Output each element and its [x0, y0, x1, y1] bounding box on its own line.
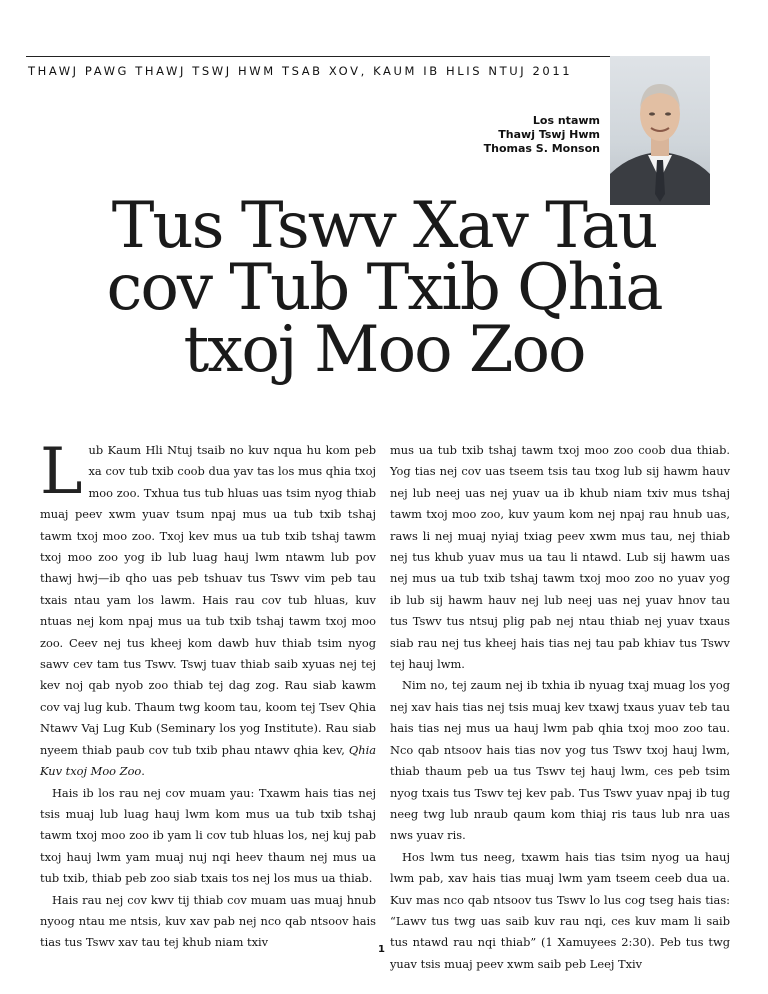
paragraph-1-end: . [141, 764, 145, 779]
paragraph-5: Nim no, tej zaum nej ib txhia ib nyuag txaj muag los yog nej xav hais tias nej tsis muaj kev txawj txaus yuav teb tau hais tias nej mus ua hauj lwm pab qhia txoj moo zoo tau. Nco qab ntsoov hais tias nov yog tus Tswv txoj hauj lwm, thiab thaum peb ua tus Tswv tej hauj lwm, ces peb tsim nyog txais tus Tswv tej kev pab. Tus Tswv yuav npaj ib tug neeg twg lub nraub qaum kom thiaj ris taus lub nra uas nws yuav ris. [390, 678, 730, 843]
paragraph-2: Hais ib los rau nej cov muam yau: Txawm hais tias nej tsis muaj lub luag hauj lwm kom mus ua tub txib tshaj tawm txoj moo zoo ib yam li cov tub hluas los, nej kuj pab txoj hauj lwm yam muaj nuj nqi heev thaum nej mus ua tub txib, thiab peb zoo siab txais tos nej los mus ua thiab. [40, 785, 376, 886]
portrait-illustration [610, 56, 710, 205]
right-column [390, 440, 730, 975]
article-title [40, 189, 728, 387]
page-number: 1 [378, 944, 385, 955]
author-byline [484, 114, 600, 156]
title-line-3: txoj Moo Zoo [183, 313, 585, 387]
paragraph-1 [40, 435, 376, 783]
drop-cap: L [40, 435, 83, 509]
left-column [40, 435, 376, 954]
author-line-name: Thomas S. Monson [483, 142, 600, 155]
running-header: THAWJ PAWG THAWJ TSWJ HWM TSAB XOV, KAUM IB HLIS NTUJ 2011 [28, 64, 573, 78]
author-portrait [610, 56, 710, 205]
paragraph-1-text: ub Kaum Hli Ntuj tsaib no kuv nqua hu kom peb xa cov tub txib coob dua yav tas los mus qhia txoj moo zoo. Txhua tus tub hluas uas tsim nyog thiab muaj peev xwm yuav tsum npaj mus ua tub txib tshaj tawm txoj moo zoo. Txoj kev mus ua tub txib tshaj tawm txoj moo zoo yog ib lub luag hauj lwm ntawm lub pov thawj hwj—ib qho uas peb tshuav tus Tswv vim peb tau txais ntau yam los lawm. Hais rau cov tub hluas, kuv ntuas nej kom npaj mus ua tub txib tshaj tawm txoj moo zoo. Ceev nej tus kheej kom dawb huv thiab tsim nyog sawv cev tam tus Tswv. Tswj tuav thiab saib xyuas nej tej kev noj qab nyob zoo thiab tej dag zog. Rau siab kawm cov vaj lug kub. Thaum twg koom tau, koom tej Tsev Qhia Ntawv Vaj Lug Kub (Seminary los yog Institute). Rau siab nyeem thiab paub cov tub txib phau ntawv qhia kev, [40, 443, 376, 757]
paragraph-6: Hos lwm tus neeg, txawm hais tias tsim nyog ua hauj lwm pab, xav hais tias muaj lwm yam tseem ceeb dua ua. Kuv mas nco qab ntsoov tus Tswv lo lus cog tseg hais tias: “Lawv tus twg uas saib kuv rau nqi, ces kuv mam li saib tus ntawd rau nqi thiab” (1 Xamuyees 2:30). Peb tus twg yuav tsis muaj peev xwm saib peb Leej Txiv [390, 849, 730, 971]
header-rule [26, 56, 610, 57]
title-line-2: cov Tub Txib Qhia [106, 251, 662, 325]
author-line-role: Thawj Tswj Hwm [498, 128, 600, 141]
book-title: Qhia Kuv txoj Moo Zoo [40, 742, 376, 779]
title-line-1: Tus Tswv Xav Tau [111, 189, 657, 263]
paragraph-3: Hais rau nej cov kwv tij thiab cov muam uas muaj hnub nyoog ntau me ntsis, kuv xav pab nej nco qab ntsoov hais tias tus Tswv xav tau tej khub niam txiv [40, 892, 376, 950]
author-line-from: Los ntawm [532, 114, 600, 127]
paragraph-4: mus ua tub txib tshaj tawm txoj moo zoo coob dua thiab. Yog tias nej cov uas tseem tsis tau txog lub sij hawm hauv nej lub neej uas nej yuav ua ib khub niam txiv mus tshaj tawm txoj moo zoo, kuv yaum kom nej npaj rau hnub uas, raws li nej muaj nyiaj txiag peev xwm mus tau, nej thiab nej tus khub yuav mus ua tau li ntawd. Lub sij hawm uas nej mus ua tub txib tshaj tawm txoj moo zoo no yuav yog ib lub sij hawm hauv nej lub neej uas nej yuav hnov tau tus Tswv tus ntsuj plig pab nej ntau thiab nej yuav txaus siab rau nej tus kheej hais tias nej tau pab khiav tus Tswv tej hauj lwm. [390, 443, 730, 672]
